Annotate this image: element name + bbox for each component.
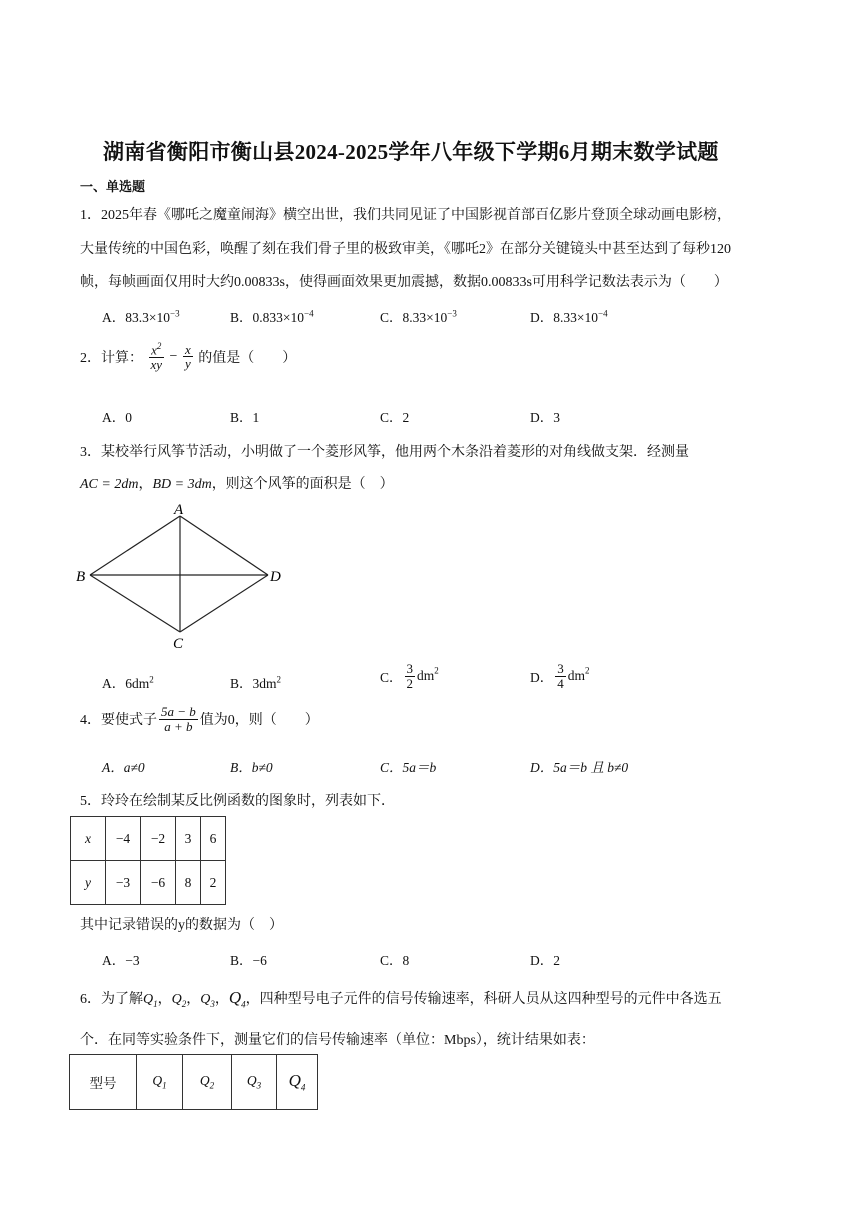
table-cell: 8 (176, 861, 201, 905)
option-2d[interactable]: D．3 (530, 410, 560, 425)
table-cell: y (71, 861, 106, 905)
vertex-label-d: D (270, 569, 281, 585)
section-heading: 一、单选题 (80, 179, 146, 194)
option-1c[interactable]: C．$8.33\times 10^{-3}$ (380, 308, 457, 325)
fraction-x2-over-xy: $\frac{x^2}{xy}$ (150, 341, 163, 372)
vertex-label-a: A (174, 502, 184, 518)
page-title: 湖南省衡阳市衡山县2024-2025学年八年级下学期6月期末数学试题 (103, 140, 719, 164)
table-cell: −4 (106, 817, 141, 861)
edge-bc (90, 575, 180, 632)
edge-dc (180, 575, 268, 632)
table-header-cell: $Q_4$ (277, 1055, 318, 1110)
table-cell: −6 (141, 861, 176, 905)
option-4d[interactable]: D．5a＝b 且 b≠0 (530, 760, 629, 775)
fraction-x-over-y: $\frac{x}{y}$ (184, 341, 191, 372)
component-rate-table (69, 1054, 318, 1110)
option-1d[interactable]: D．$8.33\times 10^{-4}$ (530, 308, 608, 325)
edge-ab (90, 516, 180, 575)
option-2a[interactable]: A．0 (102, 410, 132, 425)
table-cell: 2 (201, 861, 226, 905)
option-5c[interactable]: C．8 (380, 953, 410, 968)
table-row-y (71, 861, 226, 905)
rhombus-kite-diagram (70, 500, 290, 650)
option-5d[interactable]: D．2 (530, 953, 560, 968)
option-5b[interactable]: B．−6 (230, 953, 267, 968)
table-cell: −3 (106, 861, 141, 905)
option-2c[interactable]: C．2 (380, 410, 410, 425)
option-1b[interactable]: B．$0.833\times 10^{-4}$ (230, 308, 314, 325)
table-header-cell: $Q_2$ (183, 1055, 232, 1110)
option-1a[interactable]: A．$83.3\times 10^{-3}$ (102, 308, 180, 325)
question-5: 5．玲玲在绘制某反比例函数的图象时，列表如下． (80, 794, 395, 809)
option-3c[interactable]: C． $\frac{3}{2}$ $dm^2$ (380, 661, 439, 691)
question-1-line-3: 帧，每帧画面仅用时大约0.00833s，使得画面效果更加震撼，数据0.00833s可用科学记数法表示为（ ） (80, 275, 728, 290)
question-3-line-1: 3．某校举行风筝节活动，小明做了一个菱形风筝，他用两个木条沿着菱形的对角线做支架．经测量 (80, 445, 689, 460)
question-2: 2．计算： $\frac{x^2}{xy}$ − $\frac{x}{y}$ 的值是（ ） (80, 341, 297, 372)
option-4b[interactable]: B．b≠0 (230, 760, 273, 775)
option-3b[interactable]: B．$3dm^2$ (230, 674, 282, 691)
question-6-line-2: 个．在同等实验条件下，测量它们的信号传输速率（单位：Mbps），统计结果如表： (80, 1033, 595, 1048)
table-cell: −2 (141, 817, 176, 861)
question-1-line-2: 大量传统的中国色彩，唤醒了刻在我们骨子里的极致审美，《哪吒2》在部分关键镜头中甚至达到了每秒120 (80, 242, 731, 257)
table-cell: 3 (176, 817, 201, 861)
edge-ad (180, 516, 268, 575)
table-header-cell: $Q_1$ (137, 1055, 183, 1110)
table-cell: x (71, 817, 106, 861)
table-cell: 6 (201, 817, 226, 861)
question-1-line-1: 1．2025年春《哪吒之魔童闹海》横空出世，我们共同见证了中国影视首部百亿影片登顶全球动画电影榜， (80, 208, 731, 223)
vertex-label-b: B (76, 569, 86, 585)
option-3a[interactable]: A．$6dm^2$ (102, 674, 154, 691)
table-header-cell: $Q_3$ (232, 1055, 277, 1110)
table-header-cell: 型号 (70, 1055, 137, 1110)
table-row-x (71, 817, 226, 861)
option-5a[interactable]: A．−3 (102, 953, 140, 968)
question-3-line-2: AC = 2dm，BD = 3dm，则这个风筝的面积是（ ） (80, 477, 394, 492)
question-5-prompt: 其中记录错误的y的数据为（ ） (80, 918, 283, 933)
option-2b[interactable]: B．1 (230, 410, 260, 425)
option-4c[interactable]: C．5a＝b (380, 760, 437, 775)
vertex-label-c: C (173, 636, 184, 650)
table-header-row (70, 1055, 318, 1110)
question-6-line-1: 6．为了解$Q_1$，$Q_2$，$Q_3$，$Q_4$，四种型号电子元件的信号传输速率，科研人员从这四种型号的元件中各选五 (80, 988, 722, 1010)
option-3d[interactable]: D． $\frac{3}{4}$ $dm^2$ (530, 661, 590, 691)
xy-value-table (70, 816, 226, 905)
question-4: 4．要使式子 $\frac{5a - b}{a + b}$ 值为0，则（ ） (80, 704, 319, 734)
option-4a[interactable]: A．a≠0 (102, 760, 145, 775)
